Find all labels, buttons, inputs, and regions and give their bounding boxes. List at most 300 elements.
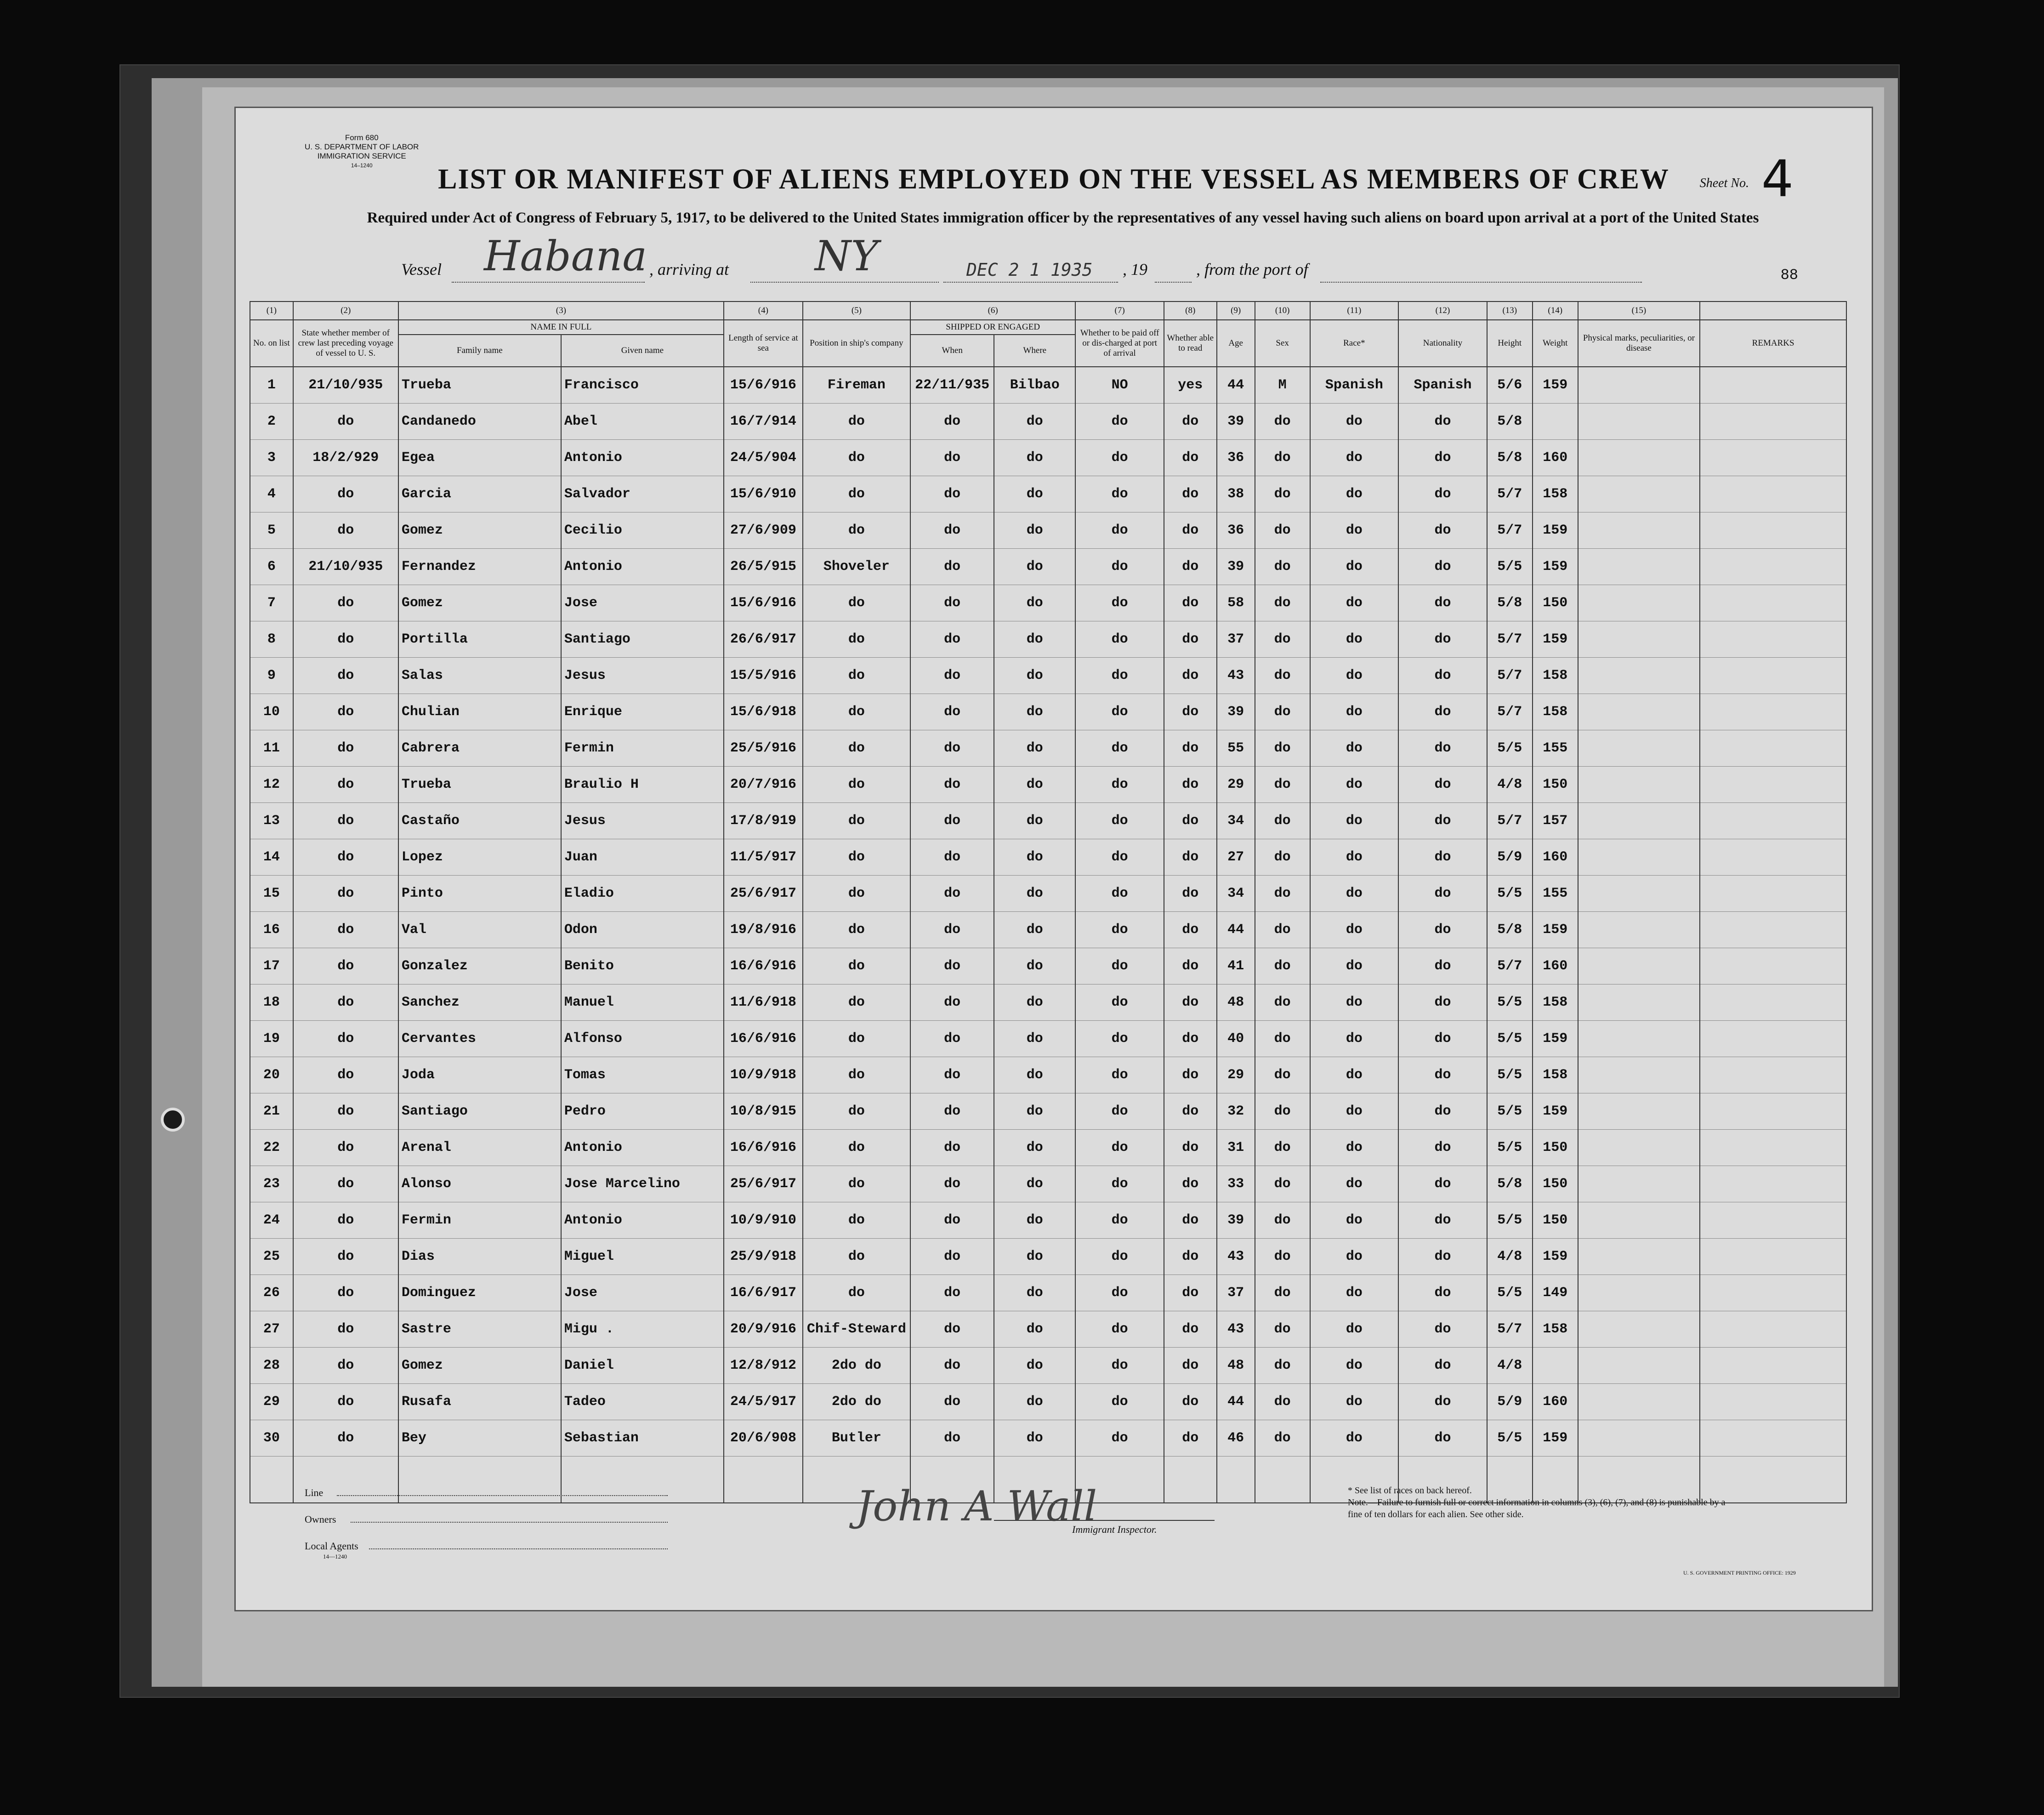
race-cell: do <box>1310 1384 1399 1420</box>
row-number-cell: 30 <box>250 1420 293 1457</box>
ship-position-cell: do <box>803 803 910 839</box>
shipped-where-cell: do <box>994 621 1075 658</box>
row-number-cell: 6 <box>250 549 293 585</box>
family-name-cell: Salas <box>398 658 561 694</box>
age-cell: 39 <box>1217 1202 1255 1239</box>
height-cell: 5/8 <box>1487 585 1533 621</box>
weight-cell: 159 <box>1533 1420 1578 1457</box>
able-to-read-cell: do <box>1164 1420 1217 1457</box>
remarks-cell <box>1700 1420 1846 1457</box>
paid-off-cell: do <box>1075 730 1164 767</box>
family-name-cell: Rusafa <box>398 1384 561 1420</box>
weight-cell: 159 <box>1533 1021 1578 1057</box>
header-paid-off: Whether to be paid off or dis-charged at port of arrival <box>1075 320 1164 367</box>
physical-marks-cell <box>1578 803 1700 839</box>
race-cell: do <box>1310 948 1399 984</box>
col-number: (9) <box>1217 302 1255 320</box>
previous-voyage-cell: do <box>293 1021 398 1057</box>
weight-cell: 158 <box>1533 1057 1578 1093</box>
department-label: U. S. DEPARTMENT OF LABOR <box>305 142 419 151</box>
row-number-cell: 3 <box>250 440 293 476</box>
paid-off-cell: do <box>1075 1021 1164 1057</box>
remarks-cell <box>1700 839 1846 876</box>
age-cell: 31 <box>1217 1130 1255 1166</box>
ship-position-cell: Butler <box>803 1420 910 1457</box>
shipped-where-cell: do <box>994 1384 1075 1420</box>
race-cell: do <box>1310 1021 1399 1057</box>
age-cell: 36 <box>1217 440 1255 476</box>
sex-cell: do <box>1255 1275 1310 1311</box>
able-to-read-cell: do <box>1164 1311 1217 1348</box>
family-name-cell: Bey <box>398 1420 561 1457</box>
shipped-where-cell: do <box>994 839 1075 876</box>
length-of-service-cell: 27/6/909 <box>724 512 803 549</box>
race-footnote: * See list of races on back hereof. <box>1348 1485 1472 1496</box>
sex-cell: do <box>1255 839 1310 876</box>
header-shipped-engaged: SHIPPED OR ENGAGED <box>910 320 1075 335</box>
length-of-service-cell: 15/6/918 <box>724 694 803 730</box>
shipped-when-cell: do <box>910 549 994 585</box>
family-name-cell: Castaño <box>398 803 561 839</box>
line-label: Line <box>305 1487 324 1498</box>
age-cell: 32 <box>1217 1093 1255 1130</box>
ship-position-cell: do <box>803 948 910 984</box>
sex-cell: do <box>1255 1166 1310 1202</box>
header-no-on-list: No. on list <box>250 320 293 367</box>
family-name-cell: Chulian <box>398 694 561 730</box>
sex-cell: do <box>1255 1239 1310 1275</box>
age-cell: 34 <box>1217 876 1255 912</box>
previous-voyage-cell: do <box>293 1311 398 1348</box>
given-name-cell: Odon <box>561 912 724 948</box>
remarks-cell <box>1700 1130 1846 1166</box>
age-cell: 48 <box>1217 984 1255 1021</box>
ship-position-cell: do <box>803 876 910 912</box>
ship-position-cell: Chif-Steward <box>803 1311 910 1348</box>
header-given-name: Given name <box>561 335 724 367</box>
previous-voyage-cell: do <box>293 912 398 948</box>
given-name-cell: Francisco <box>561 367 724 404</box>
paid-off-cell: do <box>1075 440 1164 476</box>
nationality-cell: do <box>1398 730 1487 767</box>
shipped-when-cell: do <box>910 621 994 658</box>
paid-off-cell: do <box>1075 1093 1164 1130</box>
shipped-where-cell: do <box>994 476 1075 512</box>
height-cell: 5/8 <box>1487 1166 1533 1202</box>
row-number-cell: 11 <box>250 730 293 767</box>
table-row <box>250 767 1846 803</box>
col-number: (7) <box>1075 302 1164 320</box>
ship-position-cell: do <box>803 730 910 767</box>
weight-cell: 159 <box>1533 1093 1578 1130</box>
empty-cell <box>1164 1457 1217 1503</box>
length-of-service-cell: 10/8/915 <box>724 1093 803 1130</box>
ship-position-cell: do <box>803 1093 910 1130</box>
form-number: Form 680 <box>345 133 379 142</box>
vessel-name: Habana <box>484 232 647 280</box>
previous-voyage-cell: do <box>293 694 398 730</box>
age-cell: 37 <box>1217 621 1255 658</box>
table-row <box>250 1202 1846 1239</box>
row-number-cell: 20 <box>250 1057 293 1093</box>
able-to-read-cell: do <box>1164 440 1217 476</box>
age-cell: 39 <box>1217 404 1255 440</box>
physical-marks-cell <box>1578 1202 1700 1239</box>
able-to-read-cell: do <box>1164 730 1217 767</box>
owners-underline <box>351 1522 668 1523</box>
height-cell: 5/5 <box>1487 1130 1533 1166</box>
length-of-service-cell: 11/5/917 <box>724 839 803 876</box>
weight-cell: 158 <box>1533 476 1578 512</box>
row-number-cell: 2 <box>250 404 293 440</box>
physical-marks-cell <box>1578 1239 1700 1275</box>
table-row <box>250 1057 1846 1093</box>
row-number-cell: 24 <box>250 1202 293 1239</box>
table-row <box>250 1166 1846 1202</box>
nationality-cell: do <box>1398 1021 1487 1057</box>
nationality-cell: do <box>1398 1420 1487 1457</box>
shipped-where-cell: do <box>994 803 1075 839</box>
remarks-cell <box>1700 440 1846 476</box>
previous-voyage-cell: do <box>293 621 398 658</box>
remarks-cell <box>1700 803 1846 839</box>
table-row <box>250 1093 1846 1130</box>
family-name-cell: Gomez <box>398 585 561 621</box>
able-to-read-cell: do <box>1164 1130 1217 1166</box>
age-cell: 44 <box>1217 912 1255 948</box>
paid-off-cell: do <box>1075 839 1164 876</box>
sex-cell: do <box>1255 1311 1310 1348</box>
shipped-where-cell: do <box>994 694 1075 730</box>
family-name-cell: Fermin <box>398 1202 561 1239</box>
nationality-cell: do <box>1398 404 1487 440</box>
nationality-cell: do <box>1398 694 1487 730</box>
able-to-read-cell: do <box>1164 803 1217 839</box>
table-row <box>250 476 1846 512</box>
previous-voyage-cell: do <box>293 404 398 440</box>
empty-cell <box>724 1457 803 1503</box>
age-cell: 44 <box>1217 1384 1255 1420</box>
sheet-number: 4 <box>1761 149 1794 208</box>
remarks-cell <box>1700 948 1846 984</box>
ship-position-cell: do <box>803 440 910 476</box>
given-name-cell: Manuel <box>561 984 724 1021</box>
nationality-cell: do <box>1398 658 1487 694</box>
family-name-cell: Arenal <box>398 1130 561 1166</box>
ship-position-cell: do <box>803 1275 910 1311</box>
nationality-cell: do <box>1398 767 1487 803</box>
previous-voyage-cell: do <box>293 1202 398 1239</box>
physical-marks-cell <box>1578 621 1700 658</box>
remarks-cell <box>1700 1202 1846 1239</box>
sex-cell: do <box>1255 984 1310 1021</box>
nationality-cell: do <box>1398 440 1487 476</box>
nationality-cell: do <box>1398 1093 1487 1130</box>
length-of-service-cell: 20/9/916 <box>724 1311 803 1348</box>
shipped-where-cell: do <box>994 1021 1075 1057</box>
given-name-cell: Tadeo <box>561 1384 724 1420</box>
given-name-cell: Santiago <box>561 621 724 658</box>
row-number-cell: 19 <box>250 1021 293 1057</box>
given-name-cell: Abel <box>561 404 724 440</box>
paid-off-cell: do <box>1075 549 1164 585</box>
shipped-when-cell: do <box>910 1275 994 1311</box>
length-of-service-cell: 19/8/916 <box>724 912 803 948</box>
remarks-cell <box>1700 367 1846 404</box>
ship-position-cell: do <box>803 1057 910 1093</box>
shipped-where-cell: do <box>994 948 1075 984</box>
physical-marks-cell <box>1578 476 1700 512</box>
nationality-cell: do <box>1398 512 1487 549</box>
paid-off-cell: do <box>1075 1348 1164 1384</box>
table-row <box>250 1384 1846 1420</box>
year-underline <box>1155 282 1192 283</box>
table-row <box>250 984 1846 1021</box>
header-when: When <box>910 335 994 367</box>
physical-marks-cell <box>1578 1093 1700 1130</box>
table-row <box>250 730 1846 767</box>
ship-position-cell: do <box>803 694 910 730</box>
ship-position-cell: 2do do <box>803 1348 910 1384</box>
previous-voyage-cell: do <box>293 1130 398 1166</box>
shipped-when-cell: do <box>910 476 994 512</box>
able-to-read-cell: do <box>1164 1348 1217 1384</box>
table-row <box>250 948 1846 984</box>
physical-marks-cell <box>1578 1384 1700 1420</box>
from-port-label: , from the port of <box>1196 260 1308 279</box>
height-cell: 5/5 <box>1487 1057 1533 1093</box>
shipped-when-cell: do <box>910 694 994 730</box>
shipped-when-cell: do <box>910 912 994 948</box>
shipped-where-cell: do <box>994 912 1075 948</box>
header-weight: Weight <box>1533 320 1578 367</box>
table-row <box>250 876 1846 912</box>
family-name-cell: Trueba <box>398 367 561 404</box>
previous-voyage-cell: do <box>293 1166 398 1202</box>
able-to-read-cell: do <box>1164 512 1217 549</box>
height-cell: 5/8 <box>1487 404 1533 440</box>
given-name-cell: Antonio <box>561 549 724 585</box>
col-number: (2) <box>293 302 398 320</box>
paid-off-cell: do <box>1075 1057 1164 1093</box>
shipped-where-cell: do <box>994 1057 1075 1093</box>
age-cell: 34 <box>1217 803 1255 839</box>
paid-off-cell: do <box>1075 1384 1164 1420</box>
shipped-where-cell: do <box>994 730 1075 767</box>
nationality-cell: do <box>1398 1057 1487 1093</box>
physical-marks-cell <box>1578 549 1700 585</box>
col-number: (8) <box>1164 302 1217 320</box>
race-cell: do <box>1310 1275 1399 1311</box>
sex-cell: do <box>1255 1348 1310 1384</box>
age-cell: 37 <box>1217 1275 1255 1311</box>
arriving-at: NY <box>815 232 879 280</box>
given-name-cell: Juan <box>561 839 724 876</box>
table-row <box>250 404 1846 440</box>
row-number-cell: 10 <box>250 694 293 730</box>
length-of-service-cell: 24/5/904 <box>724 440 803 476</box>
height-cell: 5/7 <box>1487 621 1533 658</box>
agents-label: Local Agents <box>305 1540 358 1552</box>
previous-voyage-cell: do <box>293 476 398 512</box>
date-stamp: DEC 2 1 1935 <box>966 260 1093 280</box>
remarks-cell <box>1700 767 1846 803</box>
family-name-cell: Dominguez <box>398 1275 561 1311</box>
family-name-cell: Joda <box>398 1057 561 1093</box>
able-to-read-cell: do <box>1164 1384 1217 1420</box>
table-row <box>250 803 1846 839</box>
height-cell: 5/7 <box>1487 512 1533 549</box>
paid-off-cell: do <box>1075 1275 1164 1311</box>
shipped-where-cell: do <box>994 1093 1075 1130</box>
shipped-when-cell: do <box>910 1239 994 1275</box>
shipped-when-cell: do <box>910 1202 994 1239</box>
col-number: (1) <box>250 302 293 320</box>
paid-off-cell: do <box>1075 1311 1164 1348</box>
race-cell: Spanish <box>1310 367 1399 404</box>
height-cell: 5/7 <box>1487 658 1533 694</box>
height-cell: 4/8 <box>1487 1348 1533 1384</box>
previous-voyage-cell: do <box>293 984 398 1021</box>
remarks-cell <box>1700 1093 1846 1130</box>
binder-hole-icon <box>161 1108 185 1132</box>
sex-cell: do <box>1255 1420 1310 1457</box>
col-number: (15) <box>1578 302 1700 320</box>
shipped-when-cell: 22/11/935 <box>910 367 994 404</box>
shipped-where-cell: do <box>994 585 1075 621</box>
physical-marks-cell <box>1578 440 1700 476</box>
row-number-cell: 18 <box>250 984 293 1021</box>
row-number-cell: 4 <box>250 476 293 512</box>
shipped-where-cell: do <box>994 1275 1075 1311</box>
able-to-read-cell: do <box>1164 404 1217 440</box>
race-cell: do <box>1310 404 1399 440</box>
row-number-cell: 17 <box>250 948 293 984</box>
table-row <box>250 1420 1846 1457</box>
previous-voyage-cell: do <box>293 730 398 767</box>
paid-off-cell: do <box>1075 876 1164 912</box>
height-cell: 4/8 <box>1487 1239 1533 1275</box>
able-to-read-cell: do <box>1164 1275 1217 1311</box>
sex-cell: do <box>1255 621 1310 658</box>
header-age: Age <box>1217 320 1255 367</box>
table-row <box>250 621 1846 658</box>
nationality-cell: do <box>1398 621 1487 658</box>
row-number-cell: 21 <box>250 1093 293 1130</box>
family-name-cell: Gomez <box>398 512 561 549</box>
family-name-cell: Dias <box>398 1239 561 1275</box>
weight-cell: 150 <box>1533 1130 1578 1166</box>
weight-cell: 158 <box>1533 1311 1578 1348</box>
empty-cell <box>1217 1457 1255 1503</box>
physical-marks-cell <box>1578 839 1700 876</box>
ship-position-cell: Fireman <box>803 367 910 404</box>
length-of-service-cell: 25/6/917 <box>724 1166 803 1202</box>
race-cell: do <box>1310 1130 1399 1166</box>
given-name-cell: Sebastian <box>561 1420 724 1457</box>
owners-label: Owners <box>305 1513 336 1525</box>
remarks-cell <box>1700 1166 1846 1202</box>
paid-off-cell: do <box>1075 1420 1164 1457</box>
row-number-cell: 25 <box>250 1239 293 1275</box>
nationality-cell: do <box>1398 1348 1487 1384</box>
weight-cell: 160 <box>1533 440 1578 476</box>
able-to-read-cell: do <box>1164 476 1217 512</box>
header-race: Race* <box>1310 320 1399 367</box>
age-cell: 39 <box>1217 549 1255 585</box>
remarks-cell <box>1700 404 1846 440</box>
table-row <box>250 1275 1846 1311</box>
given-name-cell: Antonio <box>561 1202 724 1239</box>
able-to-read-cell: do <box>1164 1021 1217 1057</box>
race-cell: do <box>1310 1202 1399 1239</box>
weight-cell: 157 <box>1533 803 1578 839</box>
race-cell: do <box>1310 585 1399 621</box>
shipped-when-cell: do <box>910 512 994 549</box>
given-name-cell: Antonio <box>561 1130 724 1166</box>
ship-position-cell: do <box>803 621 910 658</box>
nationality-cell: do <box>1398 803 1487 839</box>
family-name-cell: Cervantes <box>398 1021 561 1057</box>
physical-marks-cell <box>1578 1021 1700 1057</box>
inspector-signature: John A Wall <box>856 1482 1097 1531</box>
height-cell: 5/5 <box>1487 549 1533 585</box>
paid-off-cell: do <box>1075 1239 1164 1275</box>
service-label: IMMIGRATION SERVICE <box>317 152 406 160</box>
ship-position-cell: do <box>803 1202 910 1239</box>
paid-off-cell: do <box>1075 948 1164 984</box>
remarks-cell <box>1700 585 1846 621</box>
sex-cell: do <box>1255 803 1310 839</box>
race-cell: do <box>1310 803 1399 839</box>
nationality-cell: do <box>1398 1130 1487 1166</box>
remarks-cell <box>1700 549 1846 585</box>
race-cell: do <box>1310 512 1399 549</box>
given-name-cell: Fermin <box>561 730 724 767</box>
able-to-read-cell: do <box>1164 948 1217 984</box>
shipped-where-cell: do <box>994 658 1075 694</box>
remarks-cell <box>1700 1275 1846 1311</box>
table-row <box>250 1239 1846 1275</box>
previous-voyage-cell: do <box>293 948 398 984</box>
given-name-cell: Miguel <box>561 1239 724 1275</box>
shipped-where-cell: do <box>994 1420 1075 1457</box>
ship-position-cell: do <box>803 912 910 948</box>
row-number-cell: 23 <box>250 1166 293 1202</box>
given-name-cell: Jesus <box>561 658 724 694</box>
shipped-where-cell: do <box>994 1166 1075 1202</box>
given-name-cell: Migu . <box>561 1311 724 1348</box>
sex-cell: M <box>1255 367 1310 404</box>
length-of-service-cell: 15/5/916 <box>724 658 803 694</box>
given-name-cell: Enrique <box>561 694 724 730</box>
race-cell: do <box>1310 1348 1399 1384</box>
col-number: (10) <box>1255 302 1310 320</box>
year-label: , 19 <box>1123 260 1147 279</box>
sex-cell: do <box>1255 1202 1310 1239</box>
remarks-cell <box>1700 912 1846 948</box>
paid-off-cell: do <box>1075 912 1164 948</box>
shipped-where-cell: do <box>994 440 1075 476</box>
manifest-rows <box>250 367 1846 1503</box>
weight-cell <box>1533 404 1578 440</box>
height-cell: 5/7 <box>1487 694 1533 730</box>
length-of-service-cell: 25/6/917 <box>724 876 803 912</box>
given-name-cell: Jose <box>561 1275 724 1311</box>
family-name-cell: Val <box>398 912 561 948</box>
shipped-where-cell: Bilbao <box>994 367 1075 404</box>
length-of-service-cell: 16/6/916 <box>724 1130 803 1166</box>
